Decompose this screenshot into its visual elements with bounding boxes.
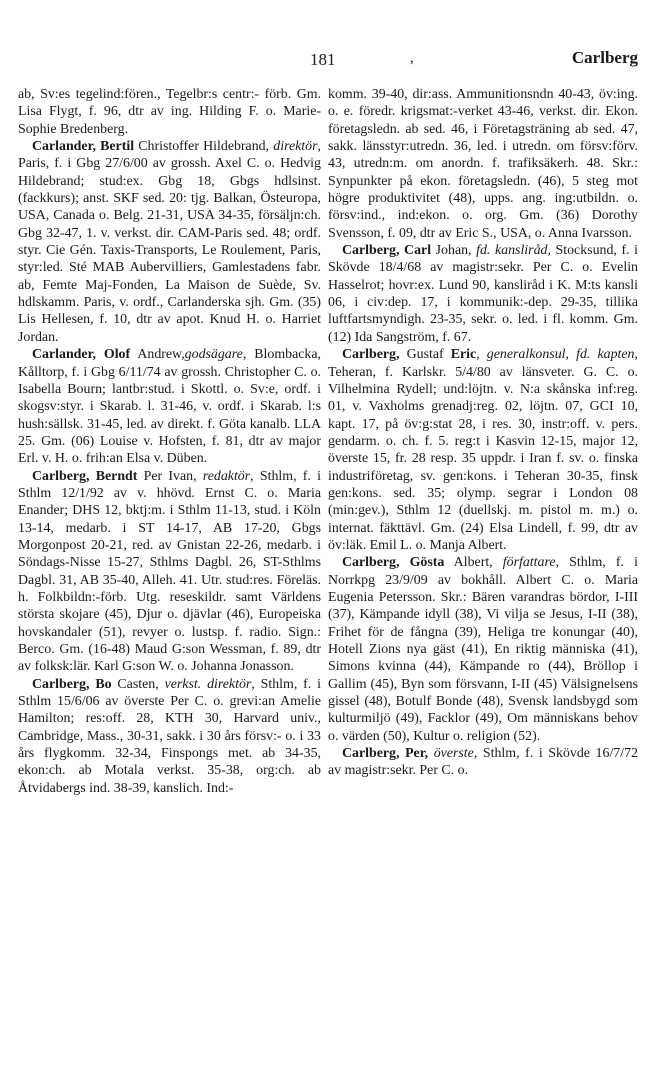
- entry-text: , Stocksund, f. i Skövde 18/4/68 av magistr:sekr. Per C. o. Evelin Hasselrot; hovr:ex. Lund 90, kansliråd i K. M:ts kansli 06, i civ:dep. 17, i kommunik:-dep. 29-35, tillika luftfartsmyndigh. 23-35, sekr. o. led. i fl. komm. Gm. (12) Ida Sangström, f. 67.: [328, 243, 639, 345]
- continued-entry: komm. 39-40, dir:ass. Ammunitionsndn 40-43, öv:ing. o. e. föredr. krigsmat:-verket 43-46, verkst. dir. Ekon. företagsledn. ab sed. 46, i Företagsträning ab sed. 47, sakk. länsstyr:utredn. 36, led. i utredn. om försv:förv. 43, utredn:m. om anordn. f. trafiksäkerh. 48. Skr.: Synpunkter på ekon. företagsledn. (46), 5 steg mot högre produktivitet (48), upps. ang. ing:utbildn. o. försv:ind., ind:ekon. o. org. Gm. (36) Dorothy Svensson, f. 09, dtr av Eric S., USA, o. Anna Ivarsson.: [328, 87, 638, 241]
- entry-title: godsägare: [184, 347, 243, 363]
- header-mark: ,: [410, 50, 414, 66]
- entry-given: Johan,: [431, 243, 477, 259]
- continued-entry: ab, Sv:es tegelind:fören., Tegelbr:s centr:- förb. Gm. Lisa Flygt, f. 96, dtr av ing. Hilding F. o. Marie-Sophie Bredenberg.: [18, 87, 321, 137]
- entry-carlberg-berndt: [18, 468, 321, 676]
- entry-carlberg-eric: [328, 346, 638, 554]
- entry-carlberg-gosta: [328, 554, 638, 745]
- entry-text: , Sthlm, f. i Skövde 16/7/72 av magistr:sekr. Per C. o.: [328, 746, 638, 779]
- entry-name: Carlberg, Gösta: [342, 555, 445, 571]
- entry-text: , Sthlm, f. i Norrkpg 23/9/09 av bokhåll. Albert C. o. Maria Eugenia Petersson. Skr.: Bären varandras bördor, I-III (37), Kämpande idyll (38), Vi vilja se Jesus, I-II (38), Frihet för de fångna (39), Heliga tre konungar (40), Hotell Zions nya gäst (41), En riktig människa (41), Simons kvinna (44), Kämpande ro (44), Bröllop i Gallim (45), Byn som försvann, I-II (45) Välsignelsens gissel (48), Botulf Bonde (48), Svensk landsbygd som kulturmiljö (49), Facklor (49), Om människans behov o. värden (50), Kultur o. religion (52).: [328, 555, 638, 744]
- entry-carlander-olof: [18, 346, 321, 467]
- entry-text: , Teheran, f. Karlskr. 5/4/80 av länsveter. G. C. o. Vilhelmina Rydell; und:löjtn. v. N:a skånska inf:reg. 01, v. Vaxholms grenadj:reg. 02, löjtn. 07, GCI 10, kapt. 17, på öv:g:stat 28, i res. 30, instr:off. v. pers. gendarm. o. ch. f. 5. reg:t i Kasvin 12-15, major 12, överste 15, fr. 28 resp. 35 uppdr. i Iran f. sv. o. finska industriföretag, sv. gen:kons. i Teheran 30-35, finsk gen:kons. sed. 35; olymp. segrar i London 08 (min:gev.), Sthlm 12 (duellskj. m. pistol m. m.) o. internat. fäkttävl. Gm. (24) Elsa Lindell, f. 99, dtr av öv:läk. Emil L. o. Manja Albert.: [328, 347, 638, 553]
- entry-name: Carlberg, Per,: [342, 746, 429, 762]
- page-number: 181: [310, 50, 336, 69]
- entry-text: , Sthlm, f. i Sthlm 12/1/92 av v. hhövd. Ernst C. o. Maria Enander; DHS 12, bktj:m. i Sthlm 11-13, stud. i Köln 13-14, medarb. i ST 14-17, AB 17-20, Gbgs Morgonpost 20-21, red. av Gnistan 22-26, medarb. i Söndags-Nisse 15-27, Sthlms Dagbl. 26, ST-Sthlms Dagbl. 31, AB 35-40, Alleh. 41. Utr. stud:res. Föreläs. h. Folkbildn:-förb. Utg. reseskildr. samt Världens största skojare (45), Djur o. djävlar (46), Europeiska hovskandaler (51), revyer o. lustsp. f. radio. Sign.: Berco. Gm. (16-48) Maud G:son Wessman, f. 89, dtr av folksk:lär. Karl G:son W. o. Johanna Jonasson.: [18, 468, 322, 675]
- entry-carlberg-bo: [18, 676, 321, 797]
- entry-name: Carlberg,: [342, 347, 400, 363]
- right-column: [328, 86, 638, 780]
- entry-name: Carlberg, Bo: [32, 676, 112, 692]
- entry-carlberg-carl: [328, 242, 638, 346]
- entry-title: överste: [433, 746, 474, 762]
- entry-given: Christoffer Hildebrand,: [134, 139, 274, 155]
- entry-given: Albert,: [444, 555, 503, 571]
- entry-text: , Sthlm, f. i Sthlm 15/6/06 av överste Per C. o. grevi:an Amelie Hamilton; res:off. 28, KTH 30, Harvard univ., Cambridge, Mass., 30-31, sakk. i 30 års försv:- o. i 33 års flygkomm. 32-34, Finspongs met. ab 34-35, ekon:ch. ab Motala verkst. 35-38, org:ch. ab Åtvidabergs ind. 38-39, kanslich. Ind:-: [18, 676, 321, 796]
- entry-given: Gustaf: [399, 347, 451, 363]
- entry-given: Per Ivan,: [137, 468, 203, 484]
- entry-title: redaktör: [202, 468, 251, 484]
- entry-title: fd. kansliråd: [476, 243, 548, 259]
- entry-title: verkst. direktör: [164, 676, 252, 692]
- entry-name: Carlberg, Berndt: [32, 468, 138, 484]
- running-title: Carlberg: [571, 48, 638, 67]
- entry-title: , generalkonsul, fd. kapten: [476, 347, 635, 363]
- left-column: [18, 86, 321, 797]
- entry-carlander-bertil: [18, 138, 321, 346]
- entry-title: författare: [502, 555, 556, 571]
- entry-title: direktör: [273, 139, 318, 155]
- entry-name: Carlander, Bertil: [32, 139, 135, 155]
- entry-given: Casten,: [111, 676, 165, 692]
- entry-name: Carlberg, Carl: [342, 243, 432, 259]
- entry-given: Andrew,: [130, 347, 185, 363]
- entry-name: Carlander, Olof: [32, 347, 131, 363]
- entry-name-called: Eric: [450, 347, 477, 363]
- entry-text: , Paris, f. i Gbg 27/6/00 av grossh. Axel C. o. Hedvig Hildebrand; stud:ex. Gbg 18, Gbgs hdlsinst. (fackkurs); anst. SKF sed. 20: tjg. Balkan, Östeuropa, USA, Canada o. Belg. 21-31, USA 34-35, försäljn:ch. Gbg 32-47, 1. v. verkst. dir. CAM-Paris sed. 48; ordf. styr. Cie Gén. Taxis-Transports, Le Roulement, Paris, styr:led. Sté MAB Aubervilliers, Gamlestadens fabr. ab, Femte Maj-Fonden, La Maison de Suède, Sv. hdlskamm. Paris, v. ordf., Carlanderska sjh. Gm. (35) Lis Hellesen, f. 10, dtr av apot. Knud H. o. Harriet Jordan.: [18, 139, 322, 345]
- entry-carlberg-per: [328, 745, 638, 780]
- page-header: [18, 46, 638, 72]
- entry-text: , Blombacka, Kålltorp, f. i Gbg 6/11/74 av grossh. Christopher C. o. Isabella Bourn; lantbr:stud. i Skottl. o. Sv:e, ordf. i skogsv:styr. i Skarab. l. 31-46, v. ordf. i Skarab. l:s hush:sällsk. 31-45, led. av direkt. f. Göta kanalb. LLA 25. Gm. (06) Louise v. Hofsten, f. 81, dtr av major Erl. v. H. o. frih:an Elsa v. Düben.: [18, 347, 321, 467]
